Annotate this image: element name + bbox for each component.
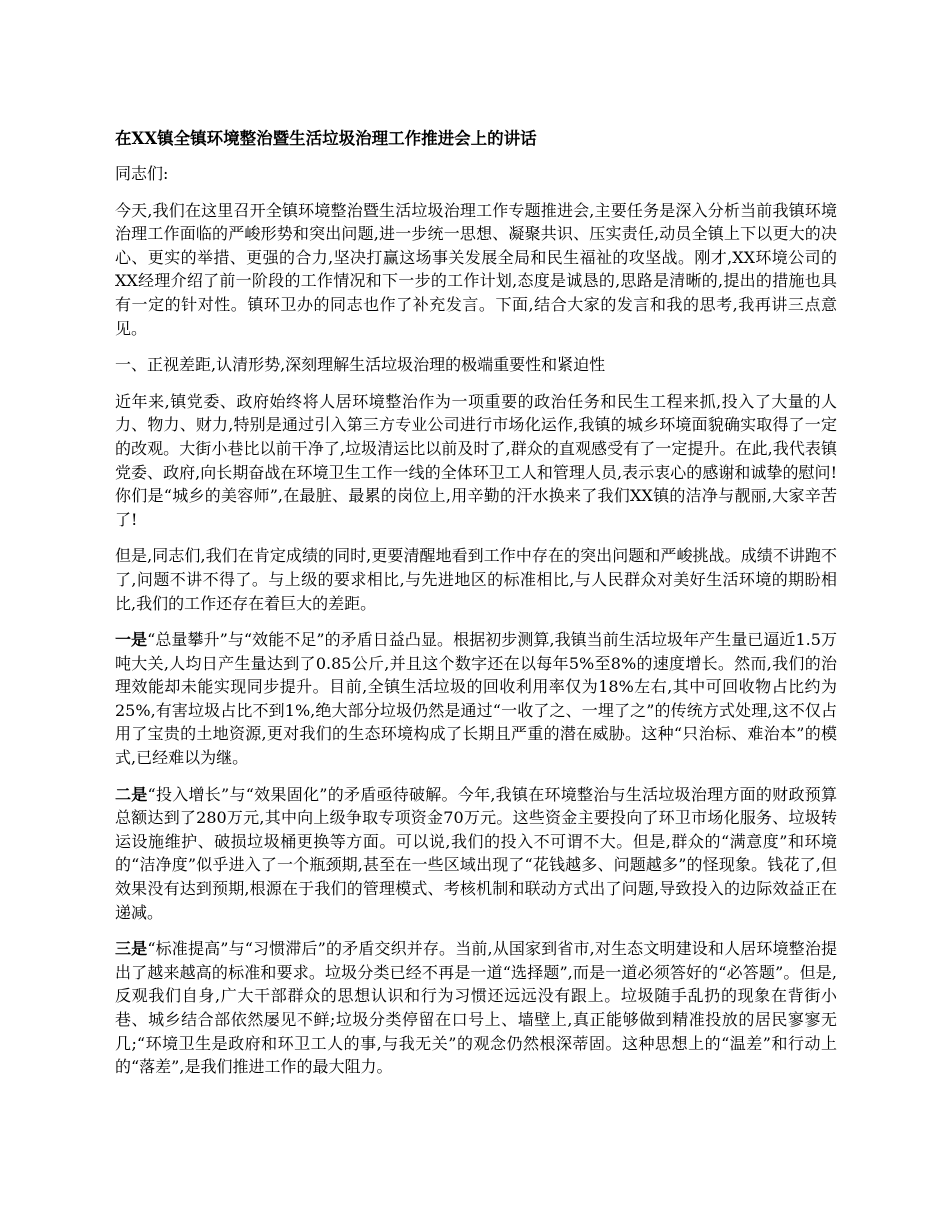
point-2-paragraph [115, 783, 837, 925]
point-3-text: “标准提高”与“习惯滞后”的矛盾交织并存。当前,从国家到省市,对生态文明建设和人居环境整治提出了越来越高的标准和要求。垃圾分类已经不再是一道“选择题”,而是一道必须答好的“必答题”。但是,反观我们自身,广大干部群众的思想认识和行为习惯还远远没有跟上。垃圾随手乱扔的现象在背街小巷、城乡结合部依然屡见不鲜;垃圾分类停留在口号上、墙壁上,真正能够做到精准投放的居民寥寥无几;“环境卫生是政府和环卫工人的事,与我无关”的观念仍然根深蒂固。这种思想上的“温差”和行动上的“落差”,是我们推进工作的最大阻力。 [115, 939, 837, 1077]
document-body [115, 122, 837, 1092]
point-1-text: “总量攀升”与“效能不足”的矛盾日益凸显。根据初步测算,我镇当前生活垃圾年产生量已逼近1.5万吨大关,人均日产生量达到了0.85公斤,并且这个数字还在以每年5%至8%的速度增长。然而,我们的治理效能却未能实现同步提升。目前,全镇生活垃圾的回收利用率仅为18%左右,其中可回收物占比约为25%,有害垃圾占比不到1%,绝大部分垃圾仍然是通过“一收了之、一埋了之”的传统方式处理,这不仅占用了宝贵的土地资源,更对我们的生态环境构成了长期且严重的潜在威胁。这种“只治标、难治本”的模式,已经难以为继。 [115, 630, 837, 768]
point-1-paragraph [115, 628, 837, 770]
point-2-lead: 二是 [115, 784, 148, 804]
document-title: 在XX镇全镇环境整治暨生活垃圾治理工作推进会上的讲话 [115, 129, 537, 148]
section-1-heading: 一、正视差距,认清形势,深刻理解生活垃圾治理的极端重要性和紧迫性 [115, 355, 606, 375]
salutation: 同志们: [115, 164, 169, 183]
intro-paragraph: 今天,我们在这里召开全镇环境整治暨生活垃圾治理工作专题推进会,主要任务是深入分析当前我镇环境治理工作面临的严峻形势和突出问题,进一步统一思想、凝聚共识、压实责任,动员全镇上下以更大的决心、更实的举措、更强的合力,坚决打赢这场事关发展全局和民生福祉的攻坚战。刚才,XX环境公司的XX经理介绍了前一阶段的工作情况和下一步的工作计划,态度是诚恳的,思路是清晰的,提出的措施也具有一定的针对性。镇环卫办的同志也作了补充发言。下面,结合大家的发言和我的思考,我再讲三点意见。 [115, 200, 837, 338]
achievements-paragraph: 近年来,镇党委、政府始终将人居环境整治作为一项重要的政治任务和民生工程来抓,投入了大量的人力、物力、财力,特别是通过引入第三方专业公司进行市场化运作,我镇的城乡环境面貌确实取得了一定的改观。大街小巷比以前干净了,垃圾清运比以前及时了,群众的直观感受有了一定提升。在此,我代表镇党委、政府,向长期奋战在环境卫生工作一线的全体环卫工人和管理人员,表示衷心的感谢和诚挚的慰问!你们是“城乡的美容师”,在最脏、最累的岗位上,用辛勤的汗水换来了我们XX镇的洁净与靓丽,大家辛苦了! [115, 391, 837, 529]
point-3-paragraph [115, 937, 837, 1079]
point-1-lead: 一是 [115, 630, 148, 650]
point-3-lead: 三是 [115, 939, 148, 959]
gap-paragraph: 但是,同志们,我们在肯定成绩的同时,更要清醒地看到工作中存在的突出问题和严峻挑战。成绩不讲跑不了,问题不讲不得了。与上级的要求相比,与先进地区的标准相比,与人民群众对美好生活环境的期盼相比,我们的工作还存在着巨大的差距。 [115, 546, 837, 613]
point-2-text: “投入增长”与“效果固化”的矛盾亟待破解。今年,我镇在环境整治与生活垃圾治理方面的财政预算总额达到了280万元,其中向上级争取专项资金70万元。这些资金主要投向了环卫市场化服务、垃圾转运设施维护、破损垃圾桶更换等方面。可以说,我们的投入不可谓不大。但是,群众的“满意度”和环境的“洁净度”似乎进入了一个瓶颈期,甚至在一些区域出现了“花钱越多、问题越多”的怪现象。钱花了,但效果没有达到预期,根源在于我们的管理模式、考核机制和联动方式出了问题,导致投入的边际效益正在递减。 [115, 784, 837, 922]
